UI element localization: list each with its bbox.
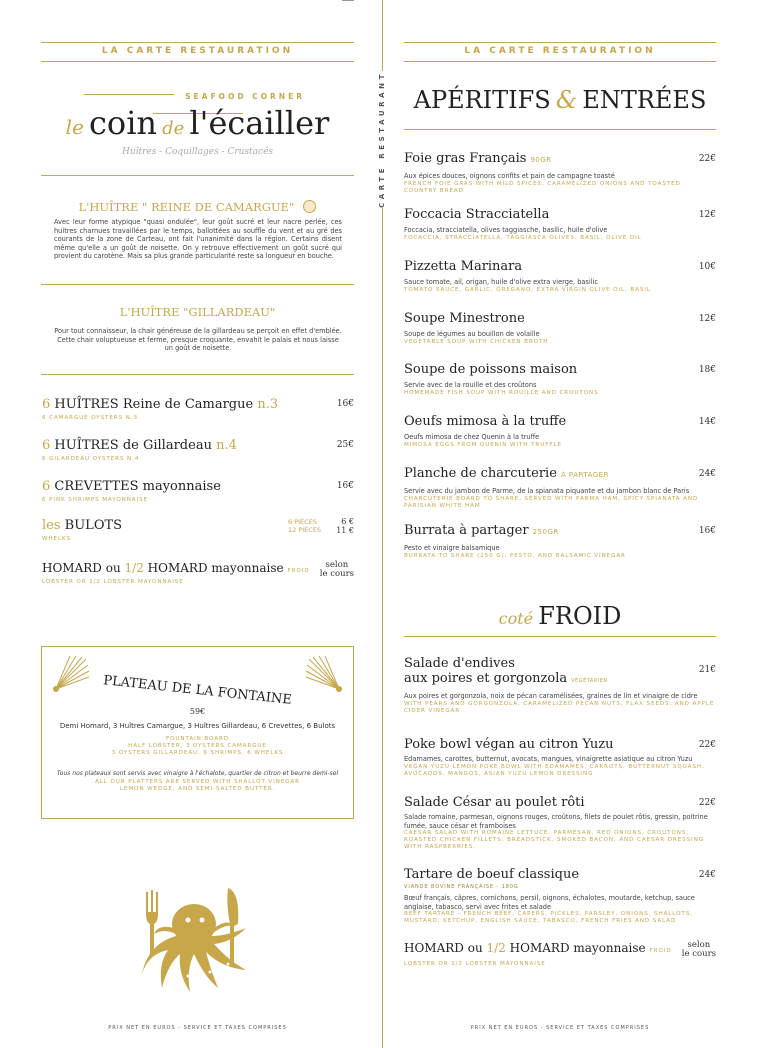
item-title (404, 737, 716, 752)
item-description: Aux épices douces, oignons confits et pain de campagne toasté (404, 172, 615, 180)
vertical-label: CARTE RESTAURANT (378, 71, 386, 208)
bulots-options (288, 518, 321, 534)
item-en: VEGAN YUZU LEMON POKE BOWL WITH EDAMAMES, CARROTS, BUTTERNUT SQUASH, AVOCADOS, MANGOS, ASIAN YUZU LEMON DRESSING (404, 763, 705, 777)
item-price: 21€ (698, 665, 716, 675)
item-price: 22€ (698, 798, 716, 808)
option: 12 PIÈCES (288, 526, 322, 534)
item-title (404, 795, 716, 810)
item-name: HOMARD mayonnaise (147, 561, 284, 575)
item-half: 1/2 (124, 561, 144, 575)
item-name: Burrata à partager (404, 523, 529, 538)
section-title-part: FROID (538, 602, 622, 630)
en-line: FOUNTAIN BOARD (166, 736, 229, 742)
menu-item (404, 867, 716, 925)
item-qty: 6 (42, 397, 51, 412)
top-mark (342, 0, 354, 1)
price-line: le cours (681, 949, 716, 959)
item-en: FOCACCIA, STRACCIATELLA, TAGGIASCA OLIVES, BASIL, OLIVE OIL (404, 234, 642, 241)
menu-item-bulots (42, 518, 354, 543)
item-note: FROID (649, 948, 672, 954)
item-qty: les (42, 518, 61, 533)
item-name: Poke bowl végan au citron Yuzu (404, 737, 614, 752)
left-header-line-top (41, 42, 354, 43)
item-suffix: n.3 (257, 397, 279, 412)
item-en: LOBSTER OR 1/2 LOBSTER MAYONNAISE (42, 579, 184, 585)
section-title-amp: & (555, 86, 578, 114)
item-note: 250GR (532, 528, 559, 536)
plateau-desc: Demi Homard, 3 Huîtres Camargue, 3 Huîtres Gillardeau, 6 Crevettes, 6 Bulots (59, 722, 336, 730)
item-en: BEEF TARTARE - FRENCH BEEF, CAPERS, PICKLES, PARSLEY, ONIONS, SHALLOTS, MUSTARD, KETCHUP, ENGLISH SAUCE, TABASCO, FRENCH FRIES AND SALAD (404, 911, 693, 924)
seafood-corner: SEAFOOD CORNER (185, 92, 305, 101)
plateau-note-en (42, 779, 353, 793)
item-title (42, 479, 354, 494)
item-en: WHELKS (42, 536, 72, 542)
divider (41, 374, 354, 375)
item-suffix: n.4 (216, 438, 237, 453)
item-en: CAESAR SALAD WITH ROMAINE LETTUCE, PARMESAN, RED ONIONS, CROUTONS, ROASTED CHICKEN FILLETS, BREADSTICK, SMOKED BACON, AND CAESAR DRESSING WITH RASPBERRIES. (404, 830, 704, 850)
menu-item (42, 397, 354, 422)
item-sub: VIANDE BOVINE FRANÇAISE - 180G (404, 884, 519, 890)
item-name: HUÎTRES Reine de Camargue (54, 397, 254, 412)
item-name: HUÎTRES de Gillardeau (54, 438, 212, 453)
left-footer: PRIX NET EN EUROS - SERVICE ET TAXES COMPRISES (108, 1025, 287, 1031)
item-description: Aux poires et gorgonzola, noix de pécan caramélisées, graines de lin et vinaigre de cidre (404, 692, 698, 700)
item-price: 12€ (698, 210, 716, 220)
item-name: HOMARD ou (42, 561, 121, 575)
item-en: BURRATA TO SHARE (250 G), PESTO, AND BALSAMIC VINEGAR (404, 552, 626, 559)
menu-item (42, 438, 354, 463)
item-price: 16€ (336, 399, 354, 409)
item-name: Salade d'endives (404, 656, 515, 671)
menu-item (404, 362, 716, 397)
title-de: de (162, 118, 185, 139)
title-ecailler: l'écailler (189, 104, 330, 142)
item-half: 1/2 (486, 941, 506, 955)
item-title (42, 561, 354, 575)
item-price: 18€ (698, 365, 716, 375)
item-qty: 6 (42, 479, 51, 494)
plateau-price: 59€ (189, 707, 206, 716)
item-description: Bœuf français, câpres, cornichons, persil, oignons, échalotes, moutarde, ketchup, sauce anglaise, tabasco, servi avec frites et salade (404, 894, 695, 911)
section-title-part: coté (498, 609, 534, 628)
item-qty: 6 (42, 438, 51, 453)
oyster1-text: Avec leur forme atypique "quasi ondulée", leur goût sucré et leur nacre perlée, ces huitres charnues travaillées par le temps, ballottées au souffle du vent et au gré des courants de la zone de Carteau, ont fait l'unanimité dans la région. Certains disent même qu'elle a un goût de noisette. On y retrouve effectivement un goût sucré qui provient du carotène. Mais sa plus grande particularité reste sa longueur en bouche. (54, 218, 342, 260)
item-en: FRENCH FOIE GRAS WITH MILD SPICES, CARAMELIZED ONIONS AND TOASTED COUNTRY BREAD (404, 180, 681, 194)
item-title (404, 259, 716, 274)
menu-item (404, 207, 716, 242)
section-title-part: ENTRÉES (582, 86, 707, 114)
menu-item (404, 414, 716, 449)
item-title (404, 867, 716, 882)
item-name: HOMARD ou (404, 941, 483, 955)
item-name: Foie gras Français (404, 151, 527, 166)
menu-item (404, 151, 716, 195)
camargue-logo-icon (303, 200, 316, 213)
section-title-aperitifs (404, 86, 716, 114)
left-subtitle: Huîtres - Coquillages - Crustacés (121, 147, 274, 157)
right-header-line-top (404, 42, 716, 43)
menu-item-homard (42, 561, 354, 586)
item-title (404, 151, 716, 168)
item-title (404, 466, 716, 483)
menu-item (404, 311, 716, 346)
left-main-title (41, 104, 354, 142)
item-title (404, 523, 716, 540)
menu-item (404, 737, 716, 778)
item-en: 6 GILARDEAU OYSTERS N.4 (42, 456, 140, 462)
item-title (404, 941, 716, 955)
item-en: WITH PEARS AND GORGONZOLA, CARAMELIZED PECAN NUTS, FLAX SEEDS, AND APPLE CIDER VINEGAR (404, 700, 715, 714)
en-line: ALL OUR PLATTERS ARE SERVED WITH SHALLOT VINEGAR (95, 779, 300, 785)
menu-item (404, 259, 716, 294)
item-name: Soupe de poissons maison (404, 362, 578, 377)
item-title (42, 438, 354, 453)
item-name: BULOTS (64, 518, 123, 533)
menu-item (404, 466, 716, 510)
item-description: Salade romaine, parmesan, oignons rouges, croûtons, filets de poulet rôtis, gressin, poitrine fumée, sauce césar et framboises (404, 813, 708, 830)
item-description: Servie avec du jambon de Parme, de la spianata piquante et du jambon blanc de Paris (404, 487, 690, 495)
menu-item (404, 523, 716, 560)
item-price: 22€ (698, 154, 716, 164)
menu-item-homard (404, 941, 716, 968)
option: 6 PIÈCES (288, 518, 317, 526)
item-note: À PARTAGER (560, 471, 609, 479)
oyster1-heading-row (41, 196, 354, 215)
item-price: 6 € (341, 517, 354, 526)
item-title (42, 397, 354, 412)
item-description: Servie avec de la rouille et des croûtons (404, 381, 537, 389)
octopus-illustration-icon (118, 884, 268, 996)
item-name: Soupe Minestrone (404, 311, 525, 326)
item-description: Edamames, carottes, butternut, avocats, mangues, vinaigrette asiatique au citron Yuzu (404, 755, 693, 763)
item-en: 6 CAMARGUE OYSTERS N.3 (42, 415, 138, 421)
left-header-line-bottom (41, 61, 354, 62)
section-title-froid (404, 602, 716, 630)
divider (84, 94, 174, 95)
item-title (404, 656, 716, 671)
item-price: 24€ (698, 469, 716, 479)
item-name: Foccacia Stracciatella (404, 207, 550, 222)
price-line: selon (325, 560, 349, 570)
item-en: LOBSTER OR 1/2 LOBSTER MAYONNAISE (404, 961, 546, 967)
item-name: HOMARD mayonnaise (509, 941, 646, 955)
item-description: Foccacia, stracciatella, olives taggiasche, basilic, huile d'olive (404, 226, 608, 234)
item-price: 10€ (698, 262, 716, 272)
item-name: Pizzetta Marinara (404, 259, 523, 274)
menu-item (404, 795, 716, 851)
en-line: 3 OYSTERS GILLARDEAU, 6 SHRIMPS, 6 WHELKS (111, 750, 284, 756)
item-price (320, 561, 354, 579)
menu-item (404, 656, 716, 715)
price-line: le cours (319, 569, 354, 579)
item-description: Oeufs mimosa de chez Quenin à la truffe (404, 433, 540, 441)
title-le: le (65, 115, 84, 139)
item-price: 25€ (336, 440, 354, 450)
item-title (404, 311, 716, 326)
oyster1-heading: L'HUÎTRE " REINE DE CAMARGUE" (78, 200, 295, 214)
right-footer: PRIX NET EN EUROS - SERVICE ET TAXES COMPRISES (470, 1025, 650, 1031)
item-description: Pesto et vinaigre balsamique (404, 544, 500, 552)
item-title (404, 362, 716, 377)
oyster2-text: Pour tout connaisseur, la chair généreuse de la gillardeau se perçoit en effet d'emblée. Cette chair voluptueuse et ferme, presque croquante, envahit le palais et nous laisse un goût de noisette. (54, 327, 342, 352)
item-en: VEGETABLE SOUP WITH CHICKEN BROTH (404, 338, 549, 345)
item-price: 24€ (698, 870, 716, 880)
item-en: CHARCUTERIE BOARD TO SHARE, SERVED WITH PARMA HAM, SPICY SPIANATA AND PARISIAN WHITE HAM (404, 495, 699, 509)
en-line: HALF LOBSTER, 3 OYSTERS CAMARGUE (128, 743, 267, 749)
title-coin: coin (89, 104, 158, 142)
item-en: MIMOSA EGGS FROM QUENIN WITH TRUFFLE (404, 441, 562, 448)
item-price: 14€ (698, 417, 716, 427)
oyster2-heading: L'HUÎTRE "GILLARDEAU" (119, 305, 276, 319)
item-title (404, 414, 716, 429)
item-note: FROID (287, 568, 310, 574)
item-en: TOMATO SAUCE, GARLIC, OREGANO, EXTRA VIRGIN OLIVE OIL, BASIL (404, 286, 651, 293)
item-note: VÉGÉTARIEN (571, 678, 608, 684)
plateau-note: Tous nos plateaux sont servis avec vinaigre à l'échalote, quartier de citron et beurre demi-sel (56, 770, 339, 777)
right-header-line-bottom (404, 61, 716, 62)
item-price: 16€ (336, 481, 354, 491)
bulots-prices (336, 518, 354, 535)
section-title-part: APÉRITIFS (413, 86, 551, 114)
price-line: selon (687, 940, 711, 950)
item-en: HOMEMADE FISH SOUP WITH ROUILLE AND CROUTONS (404, 389, 599, 396)
item-note: 90GR (530, 156, 552, 164)
item-price: 12€ (698, 314, 716, 324)
item-name: Planche de charcuterie (404, 466, 557, 481)
item-title-line2 (404, 671, 716, 689)
item-name: aux poires et gorgonzola (404, 671, 568, 686)
item-price: 22€ (698, 740, 716, 750)
left-header: LA CARTE RESTAURATION (101, 46, 294, 56)
en-line: LEMON WEDGE, AND SEMI-SALTED BUTTER. (119, 786, 276, 792)
plateau-en (42, 736, 353, 757)
item-name: Salade César au poulet rôti (404, 795, 585, 810)
item-price: 11 € (336, 525, 354, 535)
divider (41, 284, 354, 285)
item-title (404, 207, 716, 222)
item-description: Soupe de légumes au bouillon de volaille (404, 330, 540, 338)
divider (404, 129, 716, 130)
item-price (682, 941, 716, 959)
plateau-title: PLATEAU DE LA FONTAINE (102, 673, 293, 708)
sun-ornament-icon (305, 655, 343, 693)
sun-ornament-icon (52, 655, 90, 693)
divider (41, 175, 354, 176)
menu-item (42, 479, 354, 504)
item-en: 6 PINK SHRIMPS MAYONNAISE (42, 497, 148, 503)
plateau-box (41, 646, 354, 819)
item-name: Oeufs mimosa à la truffe (404, 414, 567, 429)
item-name: Tartare de boeuf classique (404, 867, 580, 882)
item-description: Sauce tomate, ail, origan, huile d'olive extra vierge, basilic (404, 278, 598, 286)
right-header: LA CARTE RESTAURATION (464, 46, 656, 56)
divider (404, 636, 716, 637)
item-name: CREVETTES mayonnaise (54, 479, 221, 494)
item-price: 16€ (698, 526, 716, 536)
